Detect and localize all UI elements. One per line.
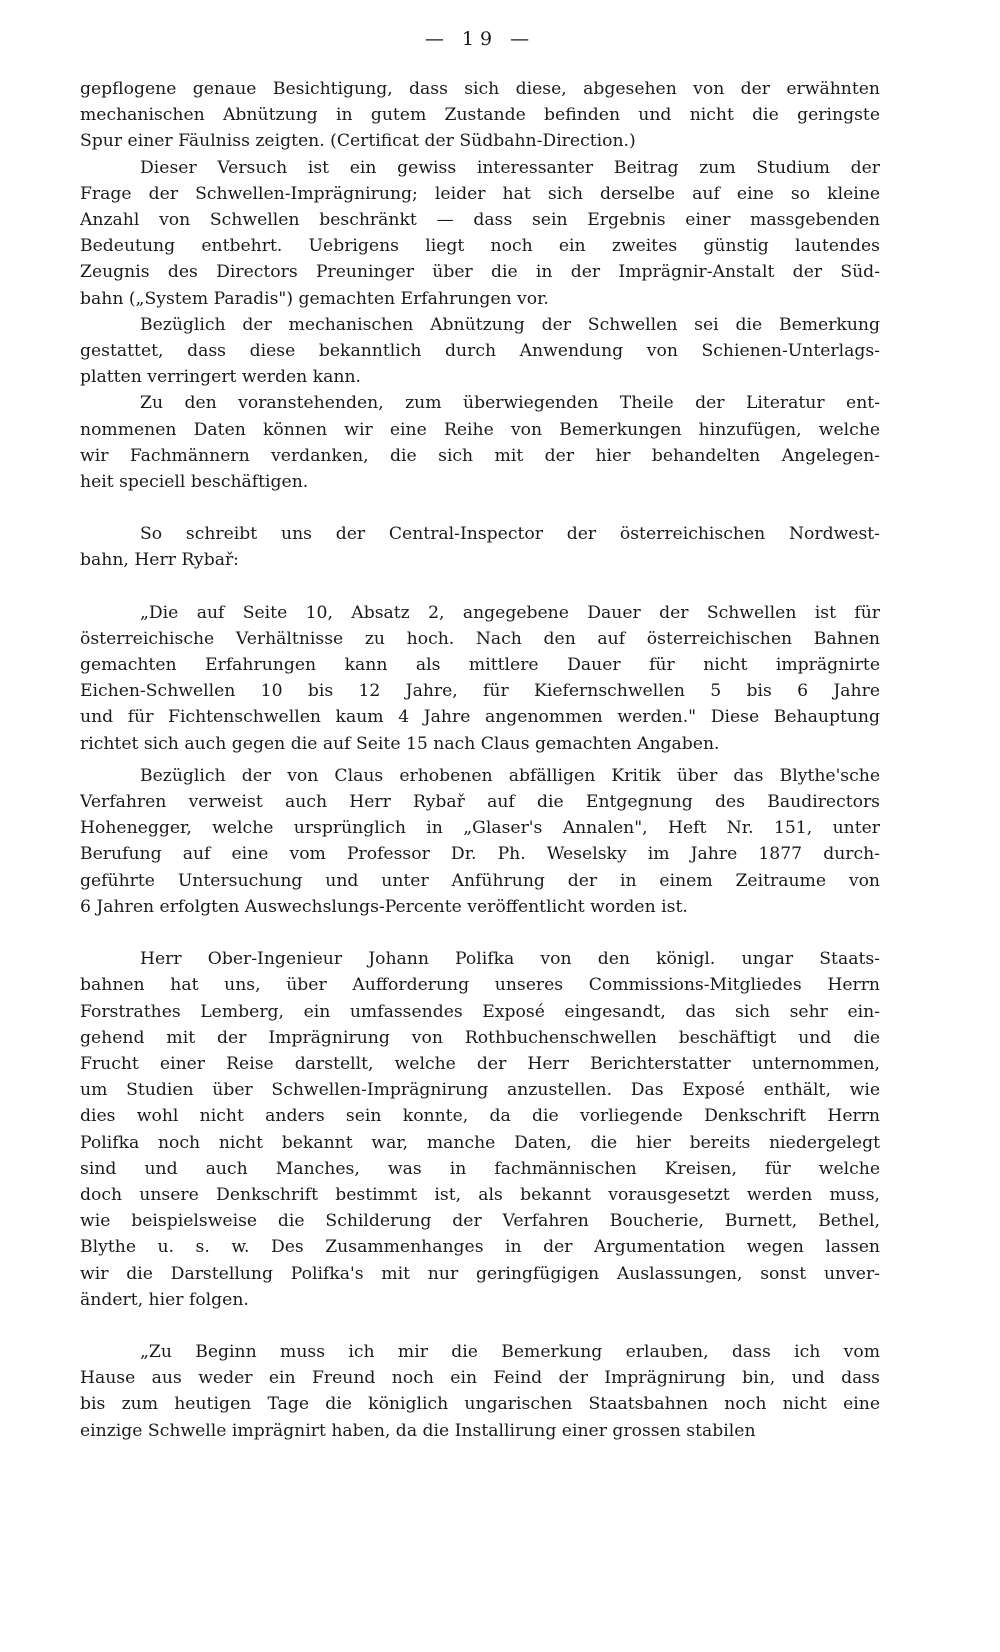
paragraph-gap [80, 574, 880, 600]
text-line: ändert, hier folgen. [80, 1289, 249, 1310]
text-line: geführte Untersuchung und unter Anführung der in einem Zeitraume von [80, 870, 880, 891]
text-line: und für Fichtenschwellen kaum 4 Jahre angenommen werden." Diese Behauptung [80, 707, 880, 728]
text-line: gehend mit der Imprägnirung von Rothbuchenschwellen beschäftigt und die [80, 1027, 880, 1048]
text-line: einzige Schwelle imprägnirt haben, da die Installirung einer grossen stabilen [80, 1420, 756, 1441]
page-number: — 19 — [424, 28, 536, 50]
text-line: richtet sich auch gegen die auf Seite 15 nach Claus gemachten Angaben. [80, 733, 720, 754]
text-line: mechanischen Abnützung in gutem Zustande befinden und nicht die geringste [80, 105, 880, 126]
text-line: heit speciell beschäftigen. [80, 472, 309, 493]
text-line: bis zum heutigen Tage die königlich ungarischen Staatsbahnen noch nicht eine [80, 1394, 880, 1415]
paragraph-p4 [80, 390, 880, 495]
text-line: nommenen Daten können wir eine Reihe von Bemerkungen hinzufügen, welche [80, 419, 880, 440]
paragraph-p5 [80, 521, 880, 573]
text-line: Zeugnis des Directors Preuninger über die in der Imprägnir-Anstalt der Süd- [80, 262, 880, 283]
body-text [80, 76, 880, 1444]
text-line: Dieser Versuch ist ein gewiss interessanter Beitrag zum Studium der [140, 157, 880, 178]
paragraph-p9 [80, 1339, 880, 1444]
paragraph-p3 [80, 312, 880, 391]
text-line: Frucht einer Reise darstellt, welche der Herr Berichterstatter unternommen, [80, 1053, 880, 1074]
text-line: Anzahl von Schwellen beschränkt — dass sein Ergebnis einer massgebenden [80, 210, 880, 231]
text-line: 6 Jahren erfolgten Auswechslungs-Percente veröffentlicht worden ist. [80, 896, 688, 917]
text-line: Blythe u. s. w. Des Zusammenhanges in der Argumentation wegen lassen [80, 1237, 880, 1258]
text-line: platten verringert werden kann. [80, 367, 361, 388]
text-line: gepflogene genaue Besichtigung, dass sich diese, abgesehen von der erwähnten [80, 79, 880, 99]
text-line: österreichische Verhältnisse zu hoch. Nach den auf österreichischen Bahnen [80, 628, 880, 649]
text-line: doch unsere Denkschrift bestimmt ist, als bekannt vorausgesetzt werden muss, [80, 1184, 880, 1205]
text-line: wir die Darstellung Polifka's mit nur geringfügigen Auslassungen, sonst unver- [80, 1263, 880, 1284]
text-line: wir Fachmännern verdanken, die sich mit der hier behandelten Angelegen- [80, 445, 880, 466]
text-line: sind und auch Manches, was in fachmännischen Kreisen, für welche [80, 1158, 880, 1179]
text-line: wie beispielsweise die Schilderung der Verfahren Boucherie, Burnett, Bethel, [80, 1211, 880, 1232]
text-line: Hohenegger, welche ursprünglich in „Glaser's Annalen", Heft Nr. 151, unter [80, 818, 880, 839]
text-line: bahn, Herr Rybař: [80, 550, 239, 571]
text-line: Berufung auf eine vom Professor Dr. Ph. Weselsky im Jahre 1877 durch- [80, 844, 880, 865]
text-line: Polifka noch nicht bekannt war, manche Daten, die hier bereits niedergelegt [80, 1132, 880, 1153]
text-line: „Zu Beginn muss ich mir die Bemerkung erlauben, dass ich vom [140, 1341, 880, 1362]
paragraph-gap [80, 495, 880, 521]
text-line: Bedeutung entbehrt. Uebrigens liegt noch ein zweites günstig lautendes [80, 236, 880, 257]
text-line: Hause aus weder ein Freund noch ein Feind der Imprägnirung bin, und dass [80, 1368, 880, 1389]
paragraph-gap [80, 920, 880, 946]
text-line: Bezüglich der mechanischen Abnützung der Schwellen sei die Bemerkung [140, 314, 880, 335]
text-line: So schreibt uns der Central-Inspector der österreichischen Nordwest- [140, 524, 880, 545]
text-line: gemachten Erfahrungen kann als mittlere Dauer für nicht imprägnirte [80, 655, 880, 676]
text-line: Bezüglich der von Claus erhobenen abfälligen Kritik über das Blythe'sche [140, 765, 880, 786]
document-page [80, 28, 880, 1628]
text-line: gestattet, dass diese bekanntlich durch Anwendung von Schienen-Unterlags- [80, 341, 880, 362]
paragraph-p8 [80, 946, 880, 1313]
text-line: Frage der Schwellen-Imprägnirung; leider hat sich derselbe auf eine so kleine [80, 183, 880, 204]
text-line: Spur einer Fäulniss zeigten. (Certificat der Südbahn-Direction.) [80, 131, 636, 152]
paragraph-p2 [80, 155, 880, 312]
text-line: Zu den voranstehenden, zum überwiegenden Theile der Literatur ent- [140, 393, 880, 414]
text-line: Herr Ober-Ingenieur Johann Polifka von den königl. ungar Staats- [140, 949, 880, 970]
text-line: Verfahren verweist auch Herr Rybař auf die Entgegnung des Baudirectors [80, 792, 880, 813]
text-line: um Studien über Schwellen-Imprägnirung anzustellen. Das Exposé enthält, wie [80, 1080, 880, 1101]
text-line: bahn („System Paradis") gemachten Erfahrungen vor. [80, 288, 549, 309]
text-line: bahnen hat uns, über Aufforderung unseres Commissions-Mitgliedes Herrn [80, 975, 880, 996]
text-line: „Die auf Seite 10, Absatz 2, angegebene Dauer der Schwellen ist für [140, 602, 880, 623]
text-line: dies wohl nicht anders sein konnte, da die vorliegende Denkschrift Herrn [80, 1106, 880, 1127]
text-line: Eichen-Schwellen 10 bis 12 Jahre, für Kiefernschwellen 5 bis 6 Jahre [80, 681, 880, 702]
paragraph-gap [80, 1313, 880, 1339]
paragraph-p6 [80, 600, 880, 757]
text-line: Forstrathes Lemberg, ein umfassendes Exposé eingesandt, das sich sehr ein- [80, 1001, 880, 1022]
paragraph-p1 [80, 76, 880, 155]
paragraph-p7 [80, 763, 880, 920]
